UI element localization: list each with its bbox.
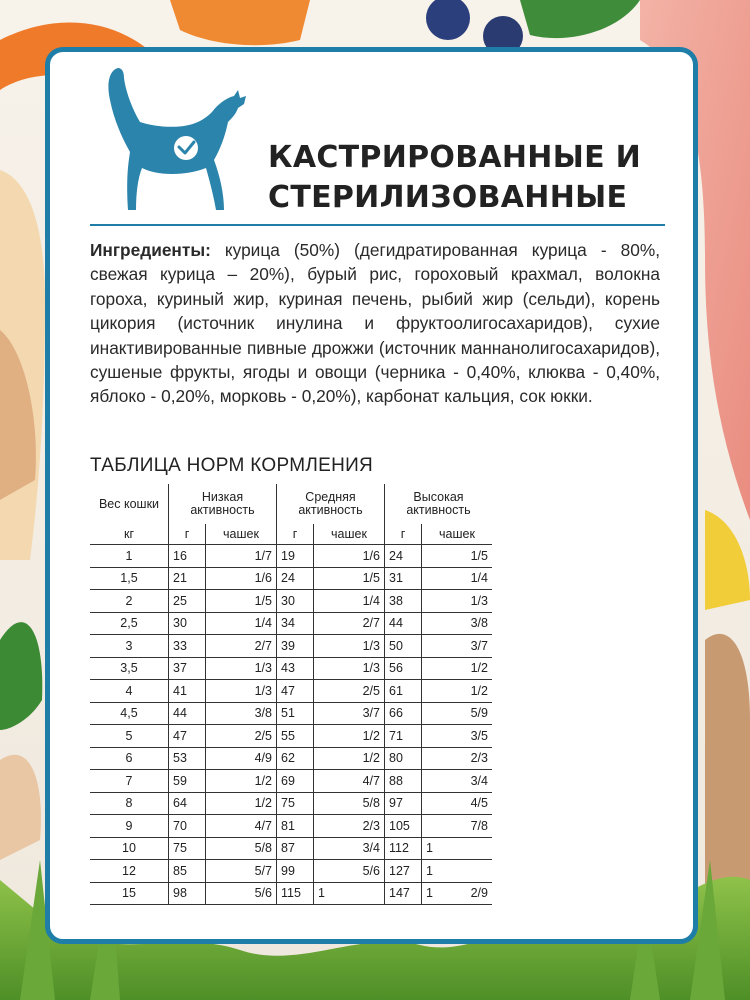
- cell-high-g: 88: [385, 770, 422, 793]
- cell-mid-c: 1/6: [314, 545, 385, 568]
- cell-low-c: 4/9: [206, 747, 277, 770]
- cell-low-c: 1/3: [206, 657, 277, 680]
- cell-kg: 1,5: [90, 567, 169, 590]
- cell-high-c: 1: [426, 841, 433, 856]
- table-row: [90, 657, 492, 680]
- cell-low-c: 4/7: [206, 815, 277, 838]
- table-row: [90, 747, 492, 770]
- cell-low-g: 44: [169, 702, 206, 725]
- cell-mid-g: 99: [277, 860, 314, 883]
- cell-kg: 12: [90, 860, 169, 883]
- cell-mid-g: 30: [277, 590, 314, 613]
- unit-g-low: г: [169, 524, 206, 545]
- unit-kg: кг: [90, 524, 169, 545]
- cell-mid-c: 3/7: [314, 702, 385, 725]
- cell-low-g: 30: [169, 612, 206, 635]
- table-row: [90, 725, 492, 748]
- cell-high-c: 1/4: [470, 571, 488, 586]
- cell-high-g: 56: [385, 657, 422, 680]
- cell-low-g: 75: [169, 837, 206, 860]
- table-row: [90, 545, 492, 568]
- cell-high-c: 1/2: [470, 683, 488, 698]
- cell-high-c: 3/4: [470, 773, 488, 788]
- cell-mid-c: 5/8: [314, 792, 385, 815]
- cell-low-c: 2/5: [206, 725, 277, 748]
- cell-high-c: 3/5: [470, 728, 488, 743]
- cell-high-c: 1/3: [470, 593, 488, 608]
- table-row: [90, 567, 492, 590]
- cell-mid-c: 4/7: [314, 770, 385, 793]
- cell-kg: 6: [90, 747, 169, 770]
- table-row: [90, 860, 492, 883]
- ingredients-label: Ингредиенты:: [90, 240, 211, 260]
- cat-silhouette-icon: [88, 60, 258, 220]
- feeding-table: [90, 484, 492, 905]
- cell-kg: 4,5: [90, 702, 169, 725]
- title-divider: [90, 224, 665, 226]
- cell-high-g: 105: [385, 815, 422, 838]
- cell-low-g: 70: [169, 815, 206, 838]
- cell-high-g: 31: [385, 567, 422, 590]
- cell-kg: 5: [90, 725, 169, 748]
- cell-mid-g: 87: [277, 837, 314, 860]
- cell-low-c: 3/8: [206, 702, 277, 725]
- cell-mid-g: 51: [277, 702, 314, 725]
- table-row: [90, 680, 492, 703]
- cell-mid-g: 75: [277, 792, 314, 815]
- cell-low-g: 53: [169, 747, 206, 770]
- cell-mid-g: 24: [277, 567, 314, 590]
- cell-high-g: 112: [385, 837, 422, 860]
- title-line-1: КАСТРИРОВАННЫЕ И: [268, 140, 642, 175]
- cell-mid-c: 3/4: [314, 837, 385, 860]
- feeding-table-body: [90, 545, 492, 905]
- cell-high-g: 38: [385, 590, 422, 613]
- cell-kg: 1: [90, 545, 169, 568]
- table-row: [90, 837, 492, 860]
- cell-mid-g: 39: [277, 635, 314, 658]
- cell-high-c: 1 2/9: [426, 886, 488, 901]
- cell-mid-g: 69: [277, 770, 314, 793]
- cell-kg: 9: [90, 815, 169, 838]
- cell-low-c: 1/5: [206, 590, 277, 613]
- cell-low-g: 47: [169, 725, 206, 748]
- cell-high-c: 1/2: [470, 661, 488, 676]
- unit-g-mid: г: [277, 524, 314, 545]
- header-mid-activity: Средняя активность: [277, 484, 385, 524]
- cell-mid-c: 1/2: [314, 725, 385, 748]
- cell-high-c: 2/3: [470, 751, 488, 766]
- table-row: [90, 635, 492, 658]
- cell-mid-g: 43: [277, 657, 314, 680]
- cell-kg: 2: [90, 590, 169, 613]
- feeding-table-title: ТАБЛИЦА НОРМ КОРМЛЕНИЯ: [90, 455, 374, 476]
- table-row: [90, 702, 492, 725]
- check-circle-icon: [174, 136, 198, 160]
- cell-low-c: 5/7: [206, 860, 277, 883]
- cell-high-g: 80: [385, 747, 422, 770]
- cell-high-c: 5/9: [470, 706, 488, 721]
- cell-mid-c: 1: [314, 882, 385, 905]
- cell-mid-c: 2/3: [314, 815, 385, 838]
- table-row: [90, 792, 492, 815]
- cell-mid-c: 1/3: [314, 635, 385, 658]
- table-row: [90, 882, 492, 905]
- cell-mid-c: 5/6: [314, 860, 385, 883]
- cell-high-c: 1/5: [470, 548, 488, 563]
- cell-mid-g: 81: [277, 815, 314, 838]
- header-low-activity: Низкая активность: [169, 484, 277, 524]
- cell-low-c: 1/2: [206, 770, 277, 793]
- unit-cups-low: чашек: [206, 524, 277, 545]
- cell-low-g: 21: [169, 567, 206, 590]
- cell-kg: 3,5: [90, 657, 169, 680]
- cell-mid-c: 1/5: [314, 567, 385, 590]
- header-high-activity: Высокая активность: [406, 490, 471, 517]
- unit-cups-high: чашек: [422, 524, 493, 545]
- page-title: [268, 138, 641, 218]
- cell-high-c: 1: [426, 863, 433, 878]
- cell-mid-g: 62: [277, 747, 314, 770]
- cell-mid-c: 1/2: [314, 747, 385, 770]
- cell-high-g: 44: [385, 612, 422, 635]
- cell-low-c: 1/2: [206, 792, 277, 815]
- cell-kg: 8: [90, 792, 169, 815]
- cell-high-g: 147: [385, 882, 422, 905]
- unit-cups-mid: чашек: [314, 524, 385, 545]
- cell-mid-g: 19: [277, 545, 314, 568]
- ingredients-text: [90, 238, 660, 409]
- cell-low-g: 16: [169, 545, 206, 568]
- cell-low-c: 1/6: [206, 567, 277, 590]
- cell-low-g: 59: [169, 770, 206, 793]
- cell-high-g: 24: [385, 545, 422, 568]
- cell-high-c: 4/5: [470, 796, 488, 811]
- cell-low-g: 37: [169, 657, 206, 680]
- table-row: [90, 815, 492, 838]
- cell-kg: 7: [90, 770, 169, 793]
- cell-mid-g: 115: [277, 882, 314, 905]
- table-row: [90, 590, 492, 613]
- cell-low-g: 25: [169, 590, 206, 613]
- product-info-card: [45, 47, 698, 944]
- cell-low-g: 41: [169, 680, 206, 703]
- cell-high-c: 7/8: [470, 818, 488, 833]
- cell-kg: 3: [90, 635, 169, 658]
- cell-high-g: 66: [385, 702, 422, 725]
- cell-low-c: 1/4: [206, 612, 277, 635]
- cell-mid-g: 34: [277, 612, 314, 635]
- cell-high-g: 61: [385, 680, 422, 703]
- table-row: [90, 612, 492, 635]
- title-line-2: СТЕРИЛИЗОВАННЫЕ: [268, 180, 628, 215]
- cell-high-g: 71: [385, 725, 422, 748]
- cell-high-c: 3/8: [470, 616, 488, 631]
- cell-kg: 4: [90, 680, 169, 703]
- cell-low-g: 33: [169, 635, 206, 658]
- cell-high-g: 127: [385, 860, 422, 883]
- cell-kg: 2,5: [90, 612, 169, 635]
- cell-mid-c: 2/7: [314, 612, 385, 635]
- cell-low-c: 2/7: [206, 635, 277, 658]
- cell-low-g: 64: [169, 792, 206, 815]
- cell-low-c: 1/7: [206, 545, 277, 568]
- cell-mid-c: 2/5: [314, 680, 385, 703]
- cell-low-g: 98: [169, 882, 206, 905]
- cell-kg: 15: [90, 882, 169, 905]
- cell-high-g: 50: [385, 635, 422, 658]
- cell-kg: 10: [90, 837, 169, 860]
- cell-mid-g: 47: [277, 680, 314, 703]
- cell-low-c: 5/6: [206, 882, 277, 905]
- cell-mid-g: 55: [277, 725, 314, 748]
- cell-low-c: 5/8: [206, 837, 277, 860]
- cell-low-c: 1/3: [206, 680, 277, 703]
- cell-mid-c: 1/3: [314, 657, 385, 680]
- unit-g-high: г: [385, 524, 422, 545]
- ingredients-body: курица (50%) (дегидратированная курица - 80%, свежая курица – 20%), бурый рис, гороховый крахмал, волокна гороха, куриный жир, куриная печень, рыбий жир (сельди), корень цикория (источник инулина и фруктоолигосахаридов), сухие инактивированные пивные дрожжи (источник маннанолигосахаридов), сушеные фрукты, ягоды и овощи (черника - 0,40%, клюква - 0,40%, яблоко - 0,20%, морковь - 0,20%), карбонат кальция, сок юкки.: [90, 240, 660, 407]
- cell-low-g: 85: [169, 860, 206, 883]
- table-row: [90, 770, 492, 793]
- cell-high-c: 3/7: [470, 638, 488, 653]
- cell-high-g: 97: [385, 792, 422, 815]
- header-weight: Вес кошки: [90, 484, 169, 524]
- cell-mid-c: 1/4: [314, 590, 385, 613]
